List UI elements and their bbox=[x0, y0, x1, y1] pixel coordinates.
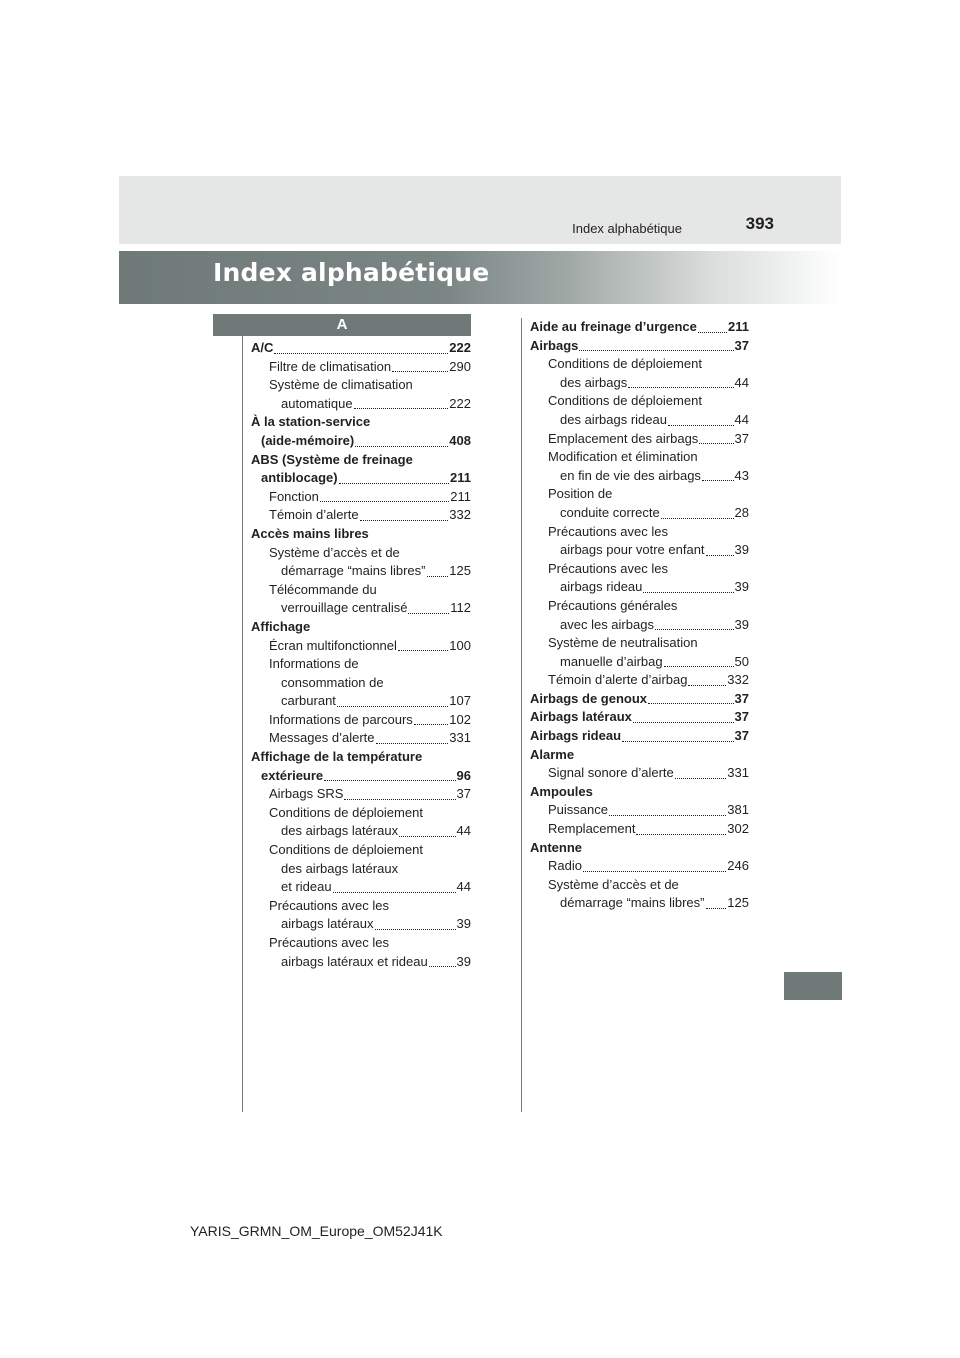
dot-leader bbox=[398, 650, 448, 651]
dot-leader bbox=[698, 332, 727, 333]
index-entry-page: 381 bbox=[727, 802, 749, 818]
index-entry-term: Système d’accès et de bbox=[269, 544, 400, 560]
index-entry-term: Fonction bbox=[269, 488, 319, 504]
index-entry bbox=[530, 839, 749, 858]
column-divider-middle bbox=[521, 318, 522, 1112]
index-entry bbox=[530, 894, 749, 913]
index-entry-term: manuelle d’airbag bbox=[560, 653, 663, 669]
index-entry bbox=[251, 915, 471, 934]
index-entry-page: 37 bbox=[456, 786, 471, 802]
index-entry bbox=[251, 804, 471, 823]
page-title: Index alphabétique bbox=[213, 258, 490, 287]
dot-leader bbox=[354, 408, 449, 409]
index-entry bbox=[251, 637, 471, 656]
index-entry-page: 290 bbox=[449, 358, 471, 374]
index-entry-term: ABS (Système de freinage bbox=[251, 451, 413, 467]
dot-leader bbox=[320, 501, 449, 502]
index-entry-term: Conditions de déploiement bbox=[548, 393, 702, 409]
index-entry-term: Airbags SRS bbox=[269, 786, 344, 802]
index-entry-page: 37 bbox=[734, 337, 749, 353]
index-entry-term: Airbags de genoux bbox=[530, 690, 648, 706]
dot-leader bbox=[622, 741, 734, 742]
index-entry-term: Système d’accès et de bbox=[548, 876, 679, 892]
index-entry bbox=[251, 729, 471, 748]
dot-leader bbox=[643, 592, 733, 593]
index-entry-page: 37 bbox=[734, 430, 749, 446]
index-entry bbox=[530, 355, 749, 374]
index-entry bbox=[530, 541, 749, 560]
index-entry-term: Puissance bbox=[548, 802, 608, 818]
index-entry-page: 39 bbox=[456, 953, 471, 969]
index-entry bbox=[530, 448, 749, 467]
index-entry-term: Emplacement des airbags bbox=[548, 430, 699, 446]
index-entry-page: 332 bbox=[449, 507, 471, 523]
index-entry bbox=[530, 374, 749, 393]
column-divider-left bbox=[242, 336, 243, 1112]
index-entry-page: 37 bbox=[734, 728, 749, 744]
dot-leader bbox=[664, 666, 734, 667]
index-entry-term: Airbags rideau bbox=[530, 728, 622, 744]
index-entry bbox=[251, 692, 471, 711]
page-number: 393 bbox=[745, 214, 774, 233]
dot-leader bbox=[337, 706, 448, 707]
section-tab bbox=[784, 972, 842, 1000]
index-entry-page: 222 bbox=[449, 340, 471, 355]
index-entry-page: 44 bbox=[734, 374, 749, 390]
index-entry-page: 96 bbox=[456, 767, 471, 783]
index-entry bbox=[530, 653, 749, 672]
index-entry-term: Antenne bbox=[530, 839, 582, 855]
index-entry-term: Système de neutralisation bbox=[548, 635, 698, 651]
index-entry bbox=[251, 432, 471, 451]
index-entry-page: 39 bbox=[734, 542, 749, 558]
index-entry bbox=[251, 339, 471, 358]
dot-leader bbox=[427, 576, 449, 577]
index-entry-term: Conditions de déploiement bbox=[269, 804, 423, 820]
dot-leader bbox=[339, 483, 449, 484]
index-entry-term: airbags latéraux et rideau bbox=[281, 953, 428, 969]
dot-leader bbox=[344, 799, 455, 800]
index-entry bbox=[251, 860, 471, 879]
index-entry-term: Informations de parcours bbox=[269, 711, 413, 727]
index-entry-page: 43 bbox=[734, 467, 749, 483]
index-entry-page: 44 bbox=[456, 823, 471, 839]
index-entry bbox=[251, 562, 471, 581]
index-entry-term: Informations de bbox=[269, 656, 359, 672]
index-entry-term: Ampoules bbox=[530, 783, 593, 799]
index-entry bbox=[251, 488, 471, 507]
dot-leader bbox=[661, 518, 734, 519]
index-entry-term: Messages d’alerte bbox=[269, 730, 375, 746]
index-entry-term: en fin de vie des airbags bbox=[560, 467, 701, 483]
index-entry bbox=[530, 318, 749, 337]
index-entry-term: démarrage “mains libres” bbox=[560, 895, 705, 911]
index-entry bbox=[530, 616, 749, 635]
index-entry bbox=[530, 708, 749, 727]
index-entry-page: 211 bbox=[450, 470, 471, 486]
index-entry bbox=[251, 618, 471, 637]
index-entry-term: A/C bbox=[251, 340, 274, 355]
index-entry-term: Précautions avec les bbox=[269, 897, 389, 913]
index-entry-term: Filtre de climatisation bbox=[269, 358, 392, 374]
index-entry-term: Airbags bbox=[530, 337, 579, 353]
index-entry-term: carburant bbox=[281, 693, 336, 709]
index-entry bbox=[251, 655, 471, 674]
index-entry bbox=[251, 358, 471, 377]
dot-leader bbox=[675, 778, 727, 779]
index-entry-term: des airbags bbox=[560, 374, 628, 390]
index-entry bbox=[530, 504, 749, 523]
index-entry-page: 102 bbox=[449, 711, 471, 727]
header-band bbox=[119, 176, 841, 244]
index-entry-page: 100 bbox=[449, 637, 471, 653]
index-entry bbox=[251, 785, 471, 804]
index-entry-term: airbags pour votre enfant bbox=[560, 542, 705, 558]
index-entry-term: Conditions de déploiement bbox=[269, 842, 423, 858]
dot-leader bbox=[579, 350, 733, 351]
index-entry bbox=[530, 485, 749, 504]
index-entry bbox=[251, 581, 471, 600]
index-entry-term: À la station-service bbox=[251, 414, 371, 430]
index-entry bbox=[251, 413, 471, 432]
dot-leader bbox=[376, 743, 449, 744]
dot-leader bbox=[583, 871, 726, 872]
index-entry-page: 112 bbox=[450, 600, 471, 616]
index-entry-term: des airbags rideau bbox=[560, 411, 667, 427]
index-entry bbox=[251, 395, 471, 414]
index-entry-term: démarrage “mains libres” bbox=[281, 563, 426, 579]
index-entry-term: des airbags latéraux bbox=[281, 823, 399, 839]
index-entry bbox=[530, 467, 749, 486]
index-entry bbox=[251, 544, 471, 563]
index-entry-page: 37 bbox=[734, 690, 749, 706]
index-entry-page: 39 bbox=[734, 579, 749, 595]
index-entry-page: 331 bbox=[727, 765, 749, 781]
index-entry bbox=[530, 764, 749, 783]
index-entry-page: 211 bbox=[450, 488, 471, 504]
index-entry-term: Témoin d’alerte bbox=[269, 507, 359, 523]
index-entry bbox=[251, 599, 471, 618]
dot-leader bbox=[668, 425, 734, 426]
dot-leader bbox=[636, 834, 726, 835]
index-entry bbox=[251, 841, 471, 860]
index-entry-term: verrouillage centralisé bbox=[281, 600, 408, 616]
index-entry bbox=[530, 337, 749, 356]
index-entry bbox=[530, 783, 749, 802]
index-entry bbox=[251, 674, 471, 693]
dot-leader bbox=[633, 722, 734, 723]
index-entry bbox=[530, 820, 749, 839]
index-entry bbox=[530, 634, 749, 653]
index-entry-term: Système de climatisation bbox=[269, 377, 413, 393]
index-entry bbox=[530, 430, 749, 449]
dot-leader bbox=[392, 371, 448, 372]
index-entry bbox=[530, 411, 749, 430]
dot-leader bbox=[688, 685, 726, 686]
index-entry bbox=[251, 748, 471, 767]
index-entry-page: 211 bbox=[728, 319, 749, 334]
index-entry-term: Affichage de la température bbox=[251, 749, 423, 765]
dot-leader bbox=[628, 387, 733, 388]
index-entry-term: airbags rideau bbox=[560, 579, 643, 595]
dot-leader bbox=[399, 836, 455, 837]
index-entry bbox=[530, 801, 749, 820]
index-entry bbox=[251, 953, 471, 972]
index-entry-page: 125 bbox=[449, 563, 471, 579]
index-entry-page: 408 bbox=[449, 432, 471, 448]
index-entry bbox=[530, 746, 749, 765]
dot-leader bbox=[333, 892, 456, 893]
index-entry bbox=[530, 671, 749, 690]
index-entry-term: avec les airbags bbox=[560, 616, 654, 632]
dot-leader bbox=[706, 908, 727, 909]
index-entry bbox=[251, 711, 471, 730]
index-entry-page: 37 bbox=[734, 709, 749, 725]
index-entry-term: Précautions avec les bbox=[548, 523, 668, 539]
index-entry-term: Alarme bbox=[530, 746, 575, 762]
index-entry bbox=[251, 822, 471, 841]
index-entry-page: 107 bbox=[449, 693, 471, 709]
index-entry-page: 125 bbox=[727, 895, 749, 911]
index-entry-term: Remplacement bbox=[548, 821, 636, 837]
index-entry bbox=[530, 392, 749, 411]
index-entry-term: Affichage bbox=[251, 618, 311, 634]
index-entry bbox=[251, 767, 471, 786]
index-entry-term: Position de bbox=[548, 486, 613, 502]
index-entry-page: 50 bbox=[734, 653, 749, 669]
index-entry bbox=[251, 525, 471, 544]
dot-leader bbox=[702, 480, 734, 481]
dot-leader bbox=[375, 929, 456, 930]
dot-leader bbox=[408, 613, 449, 614]
header-section-title: Index alphabétique bbox=[572, 221, 682, 236]
index-entry-term: Modification et élimination bbox=[548, 449, 698, 465]
document-code-footer: YARIS_GRMN_OM_Europe_OM52J41K bbox=[190, 1223, 443, 1239]
index-entry bbox=[530, 578, 749, 597]
index-entry-term: extérieure bbox=[261, 767, 324, 783]
index-entry bbox=[530, 876, 749, 895]
index-entry-term: conduite correcte bbox=[560, 504, 660, 520]
index-entry-term: Télécommande du bbox=[269, 581, 377, 597]
index-entry-term: antiblocage) bbox=[261, 470, 338, 486]
dot-leader bbox=[699, 443, 733, 444]
index-entry-term: Aide au freinage d’urgence bbox=[530, 319, 697, 334]
index-entry-page: 44 bbox=[734, 411, 749, 427]
index-entry bbox=[530, 727, 749, 746]
dot-leader bbox=[274, 353, 448, 354]
index-entry bbox=[251, 878, 471, 897]
dot-leader bbox=[360, 520, 449, 521]
index-entry-term: Précautions avec les bbox=[269, 935, 389, 950]
dot-leader bbox=[655, 629, 734, 630]
index-entry-term: Signal sonore d’alerte bbox=[548, 765, 674, 781]
index-entry-page: 44 bbox=[456, 879, 471, 895]
index-entry bbox=[251, 897, 471, 916]
dot-leader bbox=[706, 555, 734, 556]
index-entry-term: automatique bbox=[281, 395, 353, 411]
index-entry-term: airbags latéraux bbox=[281, 916, 374, 932]
index-entry-page: 28 bbox=[734, 504, 749, 520]
index-entry-term: Écran multifonctionnel bbox=[269, 637, 397, 653]
index-entry-page: 39 bbox=[734, 616, 749, 632]
index-entry bbox=[251, 469, 471, 488]
index-entry-term: et rideau bbox=[281, 879, 332, 895]
index-entry-term: Airbags latéraux bbox=[530, 709, 632, 725]
dot-leader bbox=[648, 703, 734, 704]
index-entry-term: Accès mains libres bbox=[251, 525, 369, 541]
index-entry-term: des airbags latéraux bbox=[281, 860, 399, 876]
dot-leader bbox=[429, 966, 456, 967]
index-entry-term: Précautions avec les bbox=[548, 560, 668, 576]
index-entry bbox=[530, 560, 749, 579]
dot-leader bbox=[355, 446, 448, 447]
index-entry bbox=[530, 523, 749, 542]
index-entry-term: Radio bbox=[548, 858, 582, 874]
index-entry-page: 302 bbox=[727, 821, 749, 837]
index-entry-page: 332 bbox=[727, 672, 749, 688]
index-entry-page: 246 bbox=[727, 858, 749, 874]
index-entry-term: consommation de bbox=[281, 674, 384, 690]
dot-leader bbox=[324, 780, 455, 781]
index-entry bbox=[251, 451, 471, 470]
index-entry bbox=[530, 597, 749, 616]
index-column-right bbox=[530, 318, 749, 913]
index-entry-term: Témoin d’alerte d’airbag bbox=[548, 672, 688, 688]
index-entry bbox=[530, 857, 749, 876]
index-entry bbox=[530, 690, 749, 709]
index-entry-term: (aide-mémoire) bbox=[261, 432, 355, 448]
index-letter-heading: A bbox=[213, 314, 471, 336]
index-column-left bbox=[251, 339, 471, 971]
dot-leader bbox=[414, 724, 449, 725]
index-entry-page: 331 bbox=[449, 730, 471, 746]
index-entry-page: 39 bbox=[456, 916, 471, 932]
index-entry-page: 222 bbox=[449, 395, 471, 411]
index-entry-term: Précautions générales bbox=[548, 597, 678, 613]
index-entry bbox=[251, 506, 471, 525]
index-entry bbox=[251, 376, 471, 395]
index-entry-term: Conditions de déploiement bbox=[548, 356, 702, 372]
index-entry bbox=[251, 934, 471, 953]
dot-leader bbox=[609, 815, 726, 816]
